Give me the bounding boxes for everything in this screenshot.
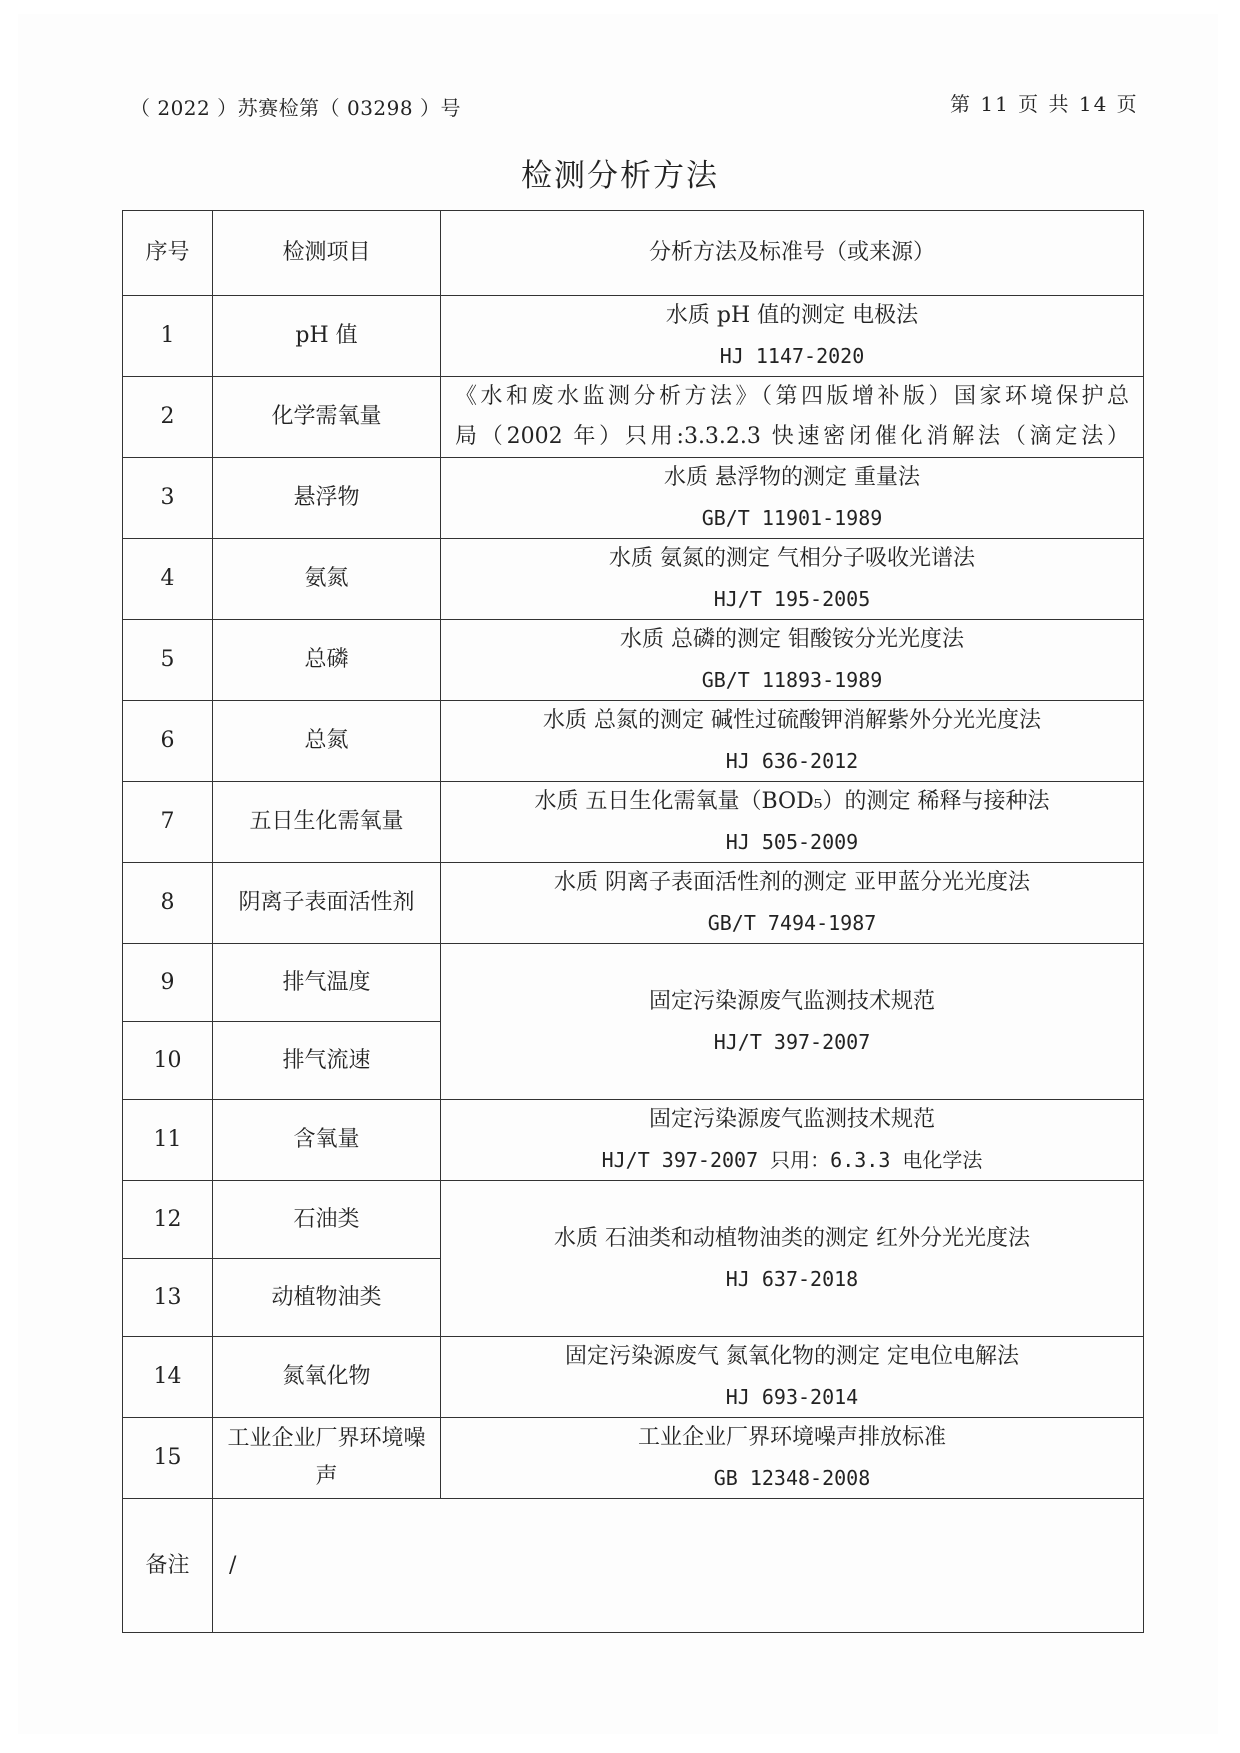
row-number: 1 (123, 296, 213, 377)
method-name: 水质 悬浮物的测定 重量法 (664, 465, 920, 490)
table-row (123, 944, 1144, 1022)
row-number: 2 (123, 377, 213, 458)
table-row (123, 1418, 1144, 1499)
test-item: 阴离子表面活性剂 (213, 863, 441, 944)
table-row (123, 782, 1144, 863)
test-item: 动植物油类 (213, 1259, 441, 1337)
method-name: 水质 阴离子表面活性剂的测定 亚甲蓝分光光度法 (554, 870, 1030, 895)
row-number: 13 (123, 1259, 213, 1337)
method-standard: GB/T 11893-1989 (701, 668, 883, 692)
test-item: 石油类 (213, 1181, 441, 1259)
row-number: 12 (123, 1181, 213, 1259)
document-title: 检测分析方法 (521, 158, 719, 194)
test-item: 化学需氧量 (213, 377, 441, 458)
method-detail: 局（2002 年）只用:3.3.2.3 快速密闭催化消解法（滴定法） (455, 424, 1129, 449)
test-item: 含氧量 (213, 1100, 441, 1181)
method-cell (441, 1100, 1144, 1181)
row-number: 6 (123, 701, 213, 782)
method-name: 水质 总氮的测定 碱性过硫酸钾消解紫外分光光度法 (543, 708, 1041, 733)
page-indicator: 第 11 页 共 14 页 (950, 92, 1139, 116)
test-item: 氮氧化物 (213, 1337, 441, 1418)
row-number: 10 (123, 1022, 213, 1100)
method-standard: HJ/T 195-2005 (713, 587, 871, 611)
method-cell (441, 377, 1144, 458)
remarks-value: / (213, 1499, 1144, 1633)
row-number: 14 (123, 1337, 213, 1418)
table-row (123, 863, 1144, 944)
table-row (123, 1337, 1144, 1418)
method-cell (441, 620, 1144, 701)
method-cell (441, 701, 1144, 782)
method-standard: HJ 1147-2020 (719, 344, 865, 368)
table-row (123, 377, 1144, 458)
table-row (123, 1181, 1144, 1259)
methods-table (122, 210, 1144, 1633)
method-name: 《水和废水监测分析方法》（第四版增补版）国家环境保护总 (455, 384, 1129, 409)
row-number: 7 (123, 782, 213, 863)
table-row (123, 539, 1144, 620)
test-item: 总磷 (213, 620, 441, 701)
method-cell (441, 1181, 1144, 1337)
method-standard: HJ/T 397-2007 (713, 1029, 871, 1054)
report-number: （ 2022 ）苏赛检第（ 03298 ）号 (130, 96, 461, 120)
row-number: 4 (123, 539, 213, 620)
test-item: 五日生化需氧量 (213, 782, 441, 863)
method-name: 水质 总磷的测定 钼酸铵分光光度法 (620, 627, 964, 652)
method-standard: GB/T 11901-1989 (701, 506, 883, 530)
method-cell (441, 782, 1144, 863)
method-name: 水质 pH 值的测定 电极法 (665, 303, 919, 328)
method-standard: GB/T 7494-1987 (707, 911, 877, 935)
method-standard: GB 12348-2008 (713, 1466, 871, 1490)
table-row (123, 620, 1144, 701)
method-standard: HJ 636-2012 (725, 749, 859, 773)
row-number: 8 (123, 863, 213, 944)
table-row (123, 701, 1144, 782)
table-row (123, 1100, 1144, 1181)
test-item: pH 值 (213, 296, 441, 377)
method-cell (441, 1337, 1144, 1418)
method-name: 水质 氨氮的测定 气相分子吸收光谱法 (609, 546, 975, 571)
table-row (123, 296, 1144, 377)
method-name: 工业企业厂界环境噪声排放标准 (637, 1425, 946, 1450)
table-row (123, 458, 1144, 539)
column-header-no: 序号 (123, 211, 213, 296)
row-number: 11 (123, 1100, 213, 1181)
method-cell (441, 863, 1144, 944)
remarks-label: 备注 (123, 1499, 213, 1633)
method-standard: HJ 637-2018 (725, 1266, 859, 1291)
method-cell (441, 296, 1144, 377)
method-name: 固定污染源废气 氮氧化物的测定 定电位电解法 (565, 1344, 1019, 1369)
method-cell (441, 944, 1144, 1100)
method-standard: HJ 505-2009 (725, 830, 859, 854)
test-item: 总氮 (213, 701, 441, 782)
test-item: 氨氮 (213, 539, 441, 620)
test-item: 排气流速 (213, 1022, 441, 1100)
method-standard: HJ 693-2014 (725, 1385, 859, 1409)
method-cell (441, 1418, 1144, 1499)
method-cell (441, 539, 1144, 620)
test-item: 排气温度 (213, 944, 441, 1022)
row-number: 5 (123, 620, 213, 701)
method-name: 水质 五日生化需氧量（BOD₅）的测定 稀释与接种法 (534, 789, 1050, 814)
row-number: 9 (123, 944, 213, 1022)
table-header-row (123, 211, 1144, 296)
remarks-row (123, 1499, 1144, 1633)
test-item: 悬浮物 (213, 458, 441, 539)
method-name: 水质 石油类和动植物油类的测定 红外分光光度法 (554, 1225, 1030, 1251)
method-name: 固定污染源废气监测技术规范 (648, 1107, 935, 1132)
column-header-item: 检测项目 (213, 211, 441, 296)
column-header-method: 分析方法及标准号（或来源） (441, 211, 1144, 296)
method-cell (441, 458, 1144, 539)
row-number: 3 (123, 458, 213, 539)
test-item: 工业企业厂界环境噪声 (213, 1418, 441, 1499)
row-number: 15 (123, 1418, 213, 1499)
method-standard: HJ/T 397-2007 只用：6.3.3 电化学法 (601, 1148, 983, 1172)
method-name: 固定污染源废气监测技术规范 (648, 988, 935, 1014)
